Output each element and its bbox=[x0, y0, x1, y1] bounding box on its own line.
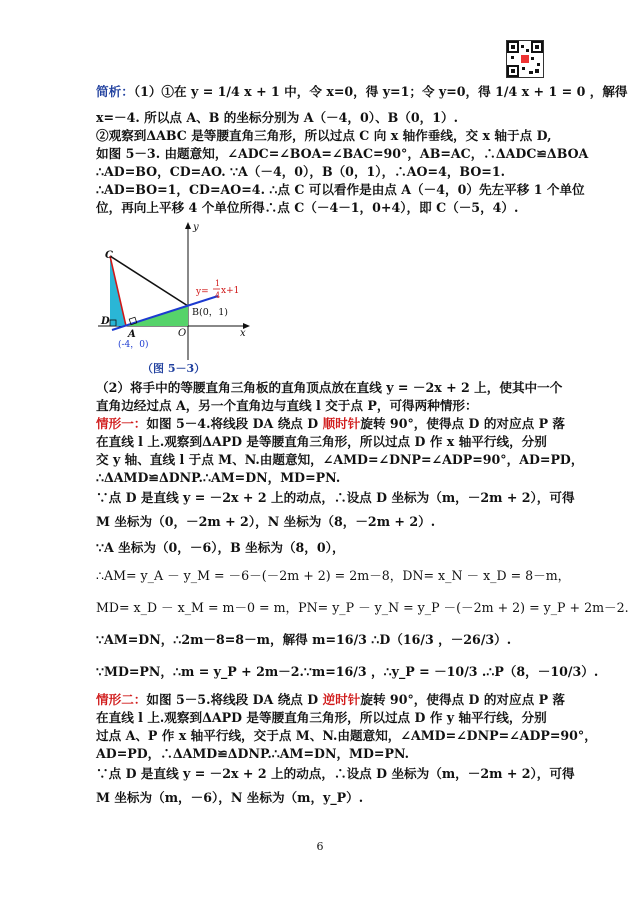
text-segment: x + 1 中，令 x=0，得 y=1；令 y=0，得 bbox=[239, 84, 496, 99]
label-b: B(0，1) bbox=[192, 307, 228, 318]
text-line bbox=[96, 568, 570, 584]
figure-caption: （图 5－3） bbox=[142, 362, 206, 375]
text-line bbox=[96, 416, 565, 432]
text-segment: 顺时针 bbox=[322, 416, 361, 431]
text-segment: 过点 A、P 作 x 轴平行线，交于点 M、N.由题意知，∠AMD=∠DNP=∠ADP=90°， bbox=[96, 728, 597, 743]
label-coord-a: (-4，0) bbox=[118, 340, 149, 350]
text-segment: MD= x_D － x_M = m－0 = m，PN= y_P － y_N = y_P －(－2m + 2) = y_P + 2m－2. bbox=[96, 600, 629, 615]
label-y: y bbox=[193, 222, 199, 233]
text-segment: 位，再向上平移 4 个单位所得∴点 C（－4－1，0+4），即 C（－5，4）. bbox=[96, 200, 519, 215]
text-segment: ∵MD=PN，∴m = y_P + 2m－2.∵m=16/3 ，∴y_P = －10/3 .∴P（8，－10/3）. bbox=[96, 664, 599, 679]
text-segment: ∵A 坐标为（0，－6），B 坐标为（8，0）， bbox=[96, 540, 345, 555]
text-segment: M 坐标为（m，－6），N 坐标为（m，y_P）. bbox=[96, 790, 364, 805]
text-segment: 如图 5－4.将线段 DA 绕点 D bbox=[146, 416, 323, 431]
text-segment: ∴AD=BO=1，CD=AO=4. ∴点 C 可以看作是由点 A（－4，0）先左平移 1 个单位 bbox=[96, 182, 585, 197]
text-segment: 情形二： bbox=[96, 692, 147, 707]
text-line bbox=[96, 728, 597, 744]
segment-cb bbox=[110, 256, 188, 306]
y-axis-arrow bbox=[185, 222, 191, 229]
text-line bbox=[96, 632, 511, 648]
text-line bbox=[96, 790, 363, 806]
text-line bbox=[96, 200, 518, 216]
text-segment: ∵点 D 是直线 y = －2x + 2 上的动点，∴设点 D 坐标为（m，－2m + 2），可得 bbox=[96, 490, 575, 505]
text-segment: 旋转 90°，使得点 D 的对应点 P 落 bbox=[360, 692, 566, 707]
text-segment: 旋转 90°，使得点 D 的对应点 P 落 bbox=[360, 416, 566, 431]
text-segment: 直角边经过点 A，另一个直角边与直线 l 交于点 P，可得两种情形： bbox=[96, 398, 478, 413]
text-line bbox=[96, 710, 547, 726]
text-segment: x + 1 = 0 ，解得 bbox=[517, 84, 628, 99]
text-line bbox=[96, 540, 345, 556]
eq-rest: x+1 bbox=[221, 286, 240, 296]
text-segment: （1）①在 y = bbox=[133, 84, 218, 99]
text-line bbox=[96, 470, 340, 486]
text-segment: ②观察到ΔABC 是等腰直角三角形，所以过点 C 向 x 轴作垂线，交 x 轴于点 D, bbox=[96, 128, 552, 143]
label-x: x bbox=[240, 328, 246, 339]
text-segment: 如图 5－3. 由题意知，∠ADC=∠BOA=∠BAC=90°，AB=AC，∴ΔADC≌ΔBOA bbox=[96, 146, 589, 161]
text-line bbox=[96, 692, 565, 708]
text-segment: ∴ΔAMD≌ΔDNP.∴AM=DN，MD=PN. bbox=[96, 470, 341, 485]
text-segment: 如图 5－5.将线段 DA 绕点 D bbox=[146, 692, 323, 707]
label-a: A bbox=[128, 329, 136, 340]
text-segment: 1/4 bbox=[495, 84, 518, 99]
text-segment: 情形一： bbox=[96, 416, 147, 431]
text-line bbox=[96, 398, 478, 414]
text-line bbox=[96, 380, 562, 396]
text-line bbox=[96, 664, 598, 680]
text-line bbox=[96, 452, 583, 468]
text-segment: ∴AD=BO，CD=AO. ∵A（－4，0），B（0，1），∴AO=4，BO=1. bbox=[96, 164, 505, 179]
text-segment: 逆时针 bbox=[322, 692, 361, 707]
text-line bbox=[96, 84, 628, 100]
label-d: D bbox=[101, 316, 110, 327]
eq-y: y= bbox=[196, 287, 209, 297]
label-o: O bbox=[178, 328, 187, 339]
text-line bbox=[96, 766, 575, 782]
page-number: 6 bbox=[316, 840, 324, 853]
text-segment: 在直线 l 上.观察到ΔAPD 是等腰直角三角形，所以过点 D 作 x 轴平行线，分别 bbox=[96, 434, 547, 449]
text-segment: 简析： bbox=[96, 84, 134, 99]
text-segment: x=－4. 所以点 A、B 的坐标分别为 A（－4，0）、B（0，1）. bbox=[96, 110, 458, 125]
text-segment: ∵点 D 是直线 y = －2x + 2 上的动点，∴设点 D 坐标为（m，－2m + 2），可得 bbox=[96, 766, 575, 781]
label-c: C bbox=[105, 250, 113, 261]
text-segment: 交 y 轴、直线 l 于点 M、N.由题意知，∠AMD=∠DNP=∠ADP=90°，AD=PD， bbox=[96, 452, 584, 467]
text-line bbox=[96, 182, 585, 198]
text-segment: 在直线 l 上.观察到ΔAPD 是等腰直角三角形，所以过点 D 作 y 轴平行线，分别 bbox=[96, 710, 547, 725]
text-segment: 1/4 bbox=[217, 84, 240, 99]
text-line bbox=[96, 600, 629, 616]
text-line bbox=[96, 490, 575, 506]
qr-code bbox=[506, 40, 544, 78]
text-segment: AD=PD，∴ΔAMD≌ΔDNP.∴AM=DN，MD=PN. bbox=[96, 746, 410, 761]
text-line bbox=[96, 128, 551, 144]
text-segment: （2）将手中的等腰直角三角板的直角顶点放在直线 y = －2x + 2 上，使其中一个 bbox=[96, 380, 563, 395]
eq-den: 4 bbox=[215, 291, 221, 300]
text-line bbox=[96, 146, 588, 162]
text-line bbox=[96, 746, 409, 762]
text-segment: M 坐标为（0，－2m + 2），N 坐标为（8，－2m + 2）. bbox=[96, 514, 436, 529]
text-segment: ∵AM=DN，∴2m－8=8－m，解得 m=16/3 ∴D（16/3 ，－26/3）. bbox=[96, 632, 512, 647]
figure-5-3 bbox=[94, 220, 254, 388]
text-segment: ∴AM= y_A － y_M = －6－(－2m + 2) = 2m－8，DN= x_N － x_D = 8－m， bbox=[96, 568, 571, 583]
eq-num: 1 bbox=[215, 279, 221, 288]
text-line bbox=[96, 164, 505, 180]
text-line bbox=[96, 110, 458, 126]
text-line bbox=[96, 514, 435, 530]
text-line bbox=[96, 434, 547, 450]
